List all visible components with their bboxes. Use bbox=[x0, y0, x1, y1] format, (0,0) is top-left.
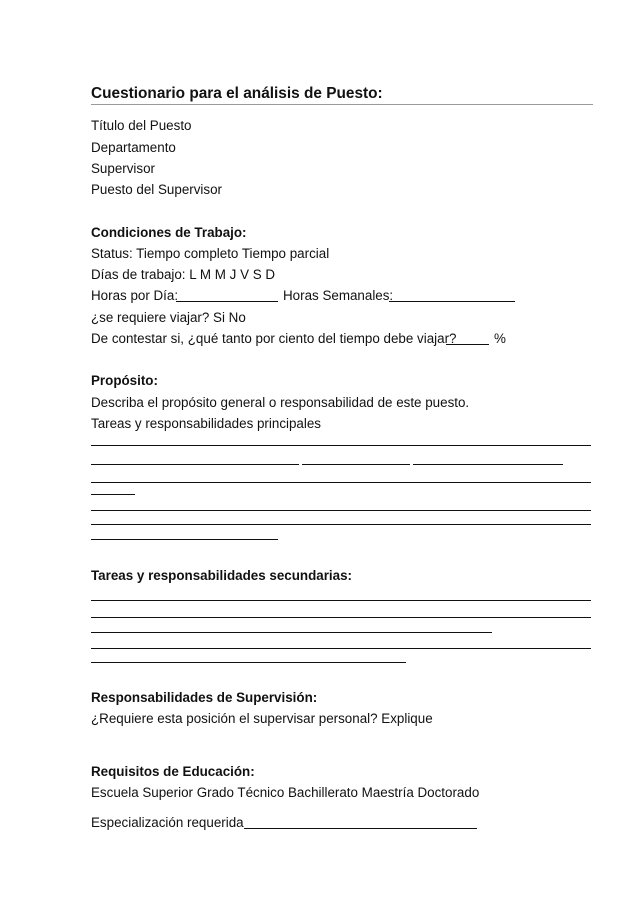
answer-line[interactable] bbox=[91, 510, 591, 511]
specialization-label: Especialización requerida bbox=[91, 815, 244, 830]
answer-line[interactable] bbox=[91, 482, 591, 483]
education-heading: Requisitos de Educación: bbox=[91, 764, 255, 779]
answer-line[interactable] bbox=[91, 464, 299, 465]
hours-weekly-blank[interactable] bbox=[389, 301, 515, 302]
work-days-line: Días de trabajo: L M M J V S D bbox=[91, 267, 276, 282]
purpose-describe: Describa el propósito general o responsabilidad de este puesto. bbox=[91, 395, 470, 410]
job-title-label: Título del Puesto bbox=[91, 118, 192, 133]
purpose-heading: Propósito: bbox=[91, 373, 158, 388]
supervision-heading: Responsabilidades de Supervisión: bbox=[91, 690, 318, 705]
education-levels: Escuela Superior Grado Técnico Bachillerato Maestría Doctorado bbox=[91, 785, 480, 800]
department-label: Departamento bbox=[91, 140, 176, 155]
travel-percent-blank[interactable] bbox=[446, 344, 489, 345]
answer-line[interactable] bbox=[91, 648, 591, 649]
secondary-tasks-heading: Tareas y responsabilidades secundarias: bbox=[91, 568, 352, 583]
travel-question: ¿se requiere viajar? Si No bbox=[91, 310, 246, 325]
supervisor-label: Supervisor bbox=[91, 161, 156, 176]
percent-sign: % bbox=[494, 331, 506, 346]
answer-line[interactable] bbox=[91, 494, 135, 495]
answer-line[interactable] bbox=[91, 600, 591, 601]
hours-per-day-blank[interactable] bbox=[176, 301, 278, 302]
hours-per-day-label: Horas por Día: bbox=[91, 288, 179, 303]
answer-line[interactable] bbox=[91, 539, 278, 540]
work-conditions-heading: Condiciones de Trabajo: bbox=[91, 225, 247, 240]
travel-percent-question: De contestar si, ¿qué tanto por ciento del tiempo debe viajar? bbox=[91, 331, 457, 346]
answer-line[interactable] bbox=[91, 445, 591, 446]
answer-line[interactable] bbox=[91, 632, 492, 633]
answer-line[interactable] bbox=[91, 524, 591, 525]
supervisor-position-label: Puesto del Supervisor bbox=[91, 182, 223, 197]
answer-line[interactable] bbox=[302, 464, 410, 465]
hours-weekly-label: Horas Semanales: bbox=[283, 288, 394, 303]
answer-line[interactable] bbox=[413, 464, 563, 465]
page-title: Cuestionario para el análisis de Puesto: bbox=[91, 84, 593, 105]
main-tasks-label: Tareas y responsabilidades principales bbox=[91, 416, 322, 431]
supervision-question: ¿Requiere esta posición el supervisar personal? Explique bbox=[91, 711, 433, 726]
answer-line[interactable] bbox=[91, 662, 406, 663]
specialization-blank[interactable] bbox=[244, 828, 477, 829]
answer-line[interactable] bbox=[91, 617, 591, 618]
status-line: Status: Tiempo completo Tiempo parcial bbox=[91, 246, 330, 261]
